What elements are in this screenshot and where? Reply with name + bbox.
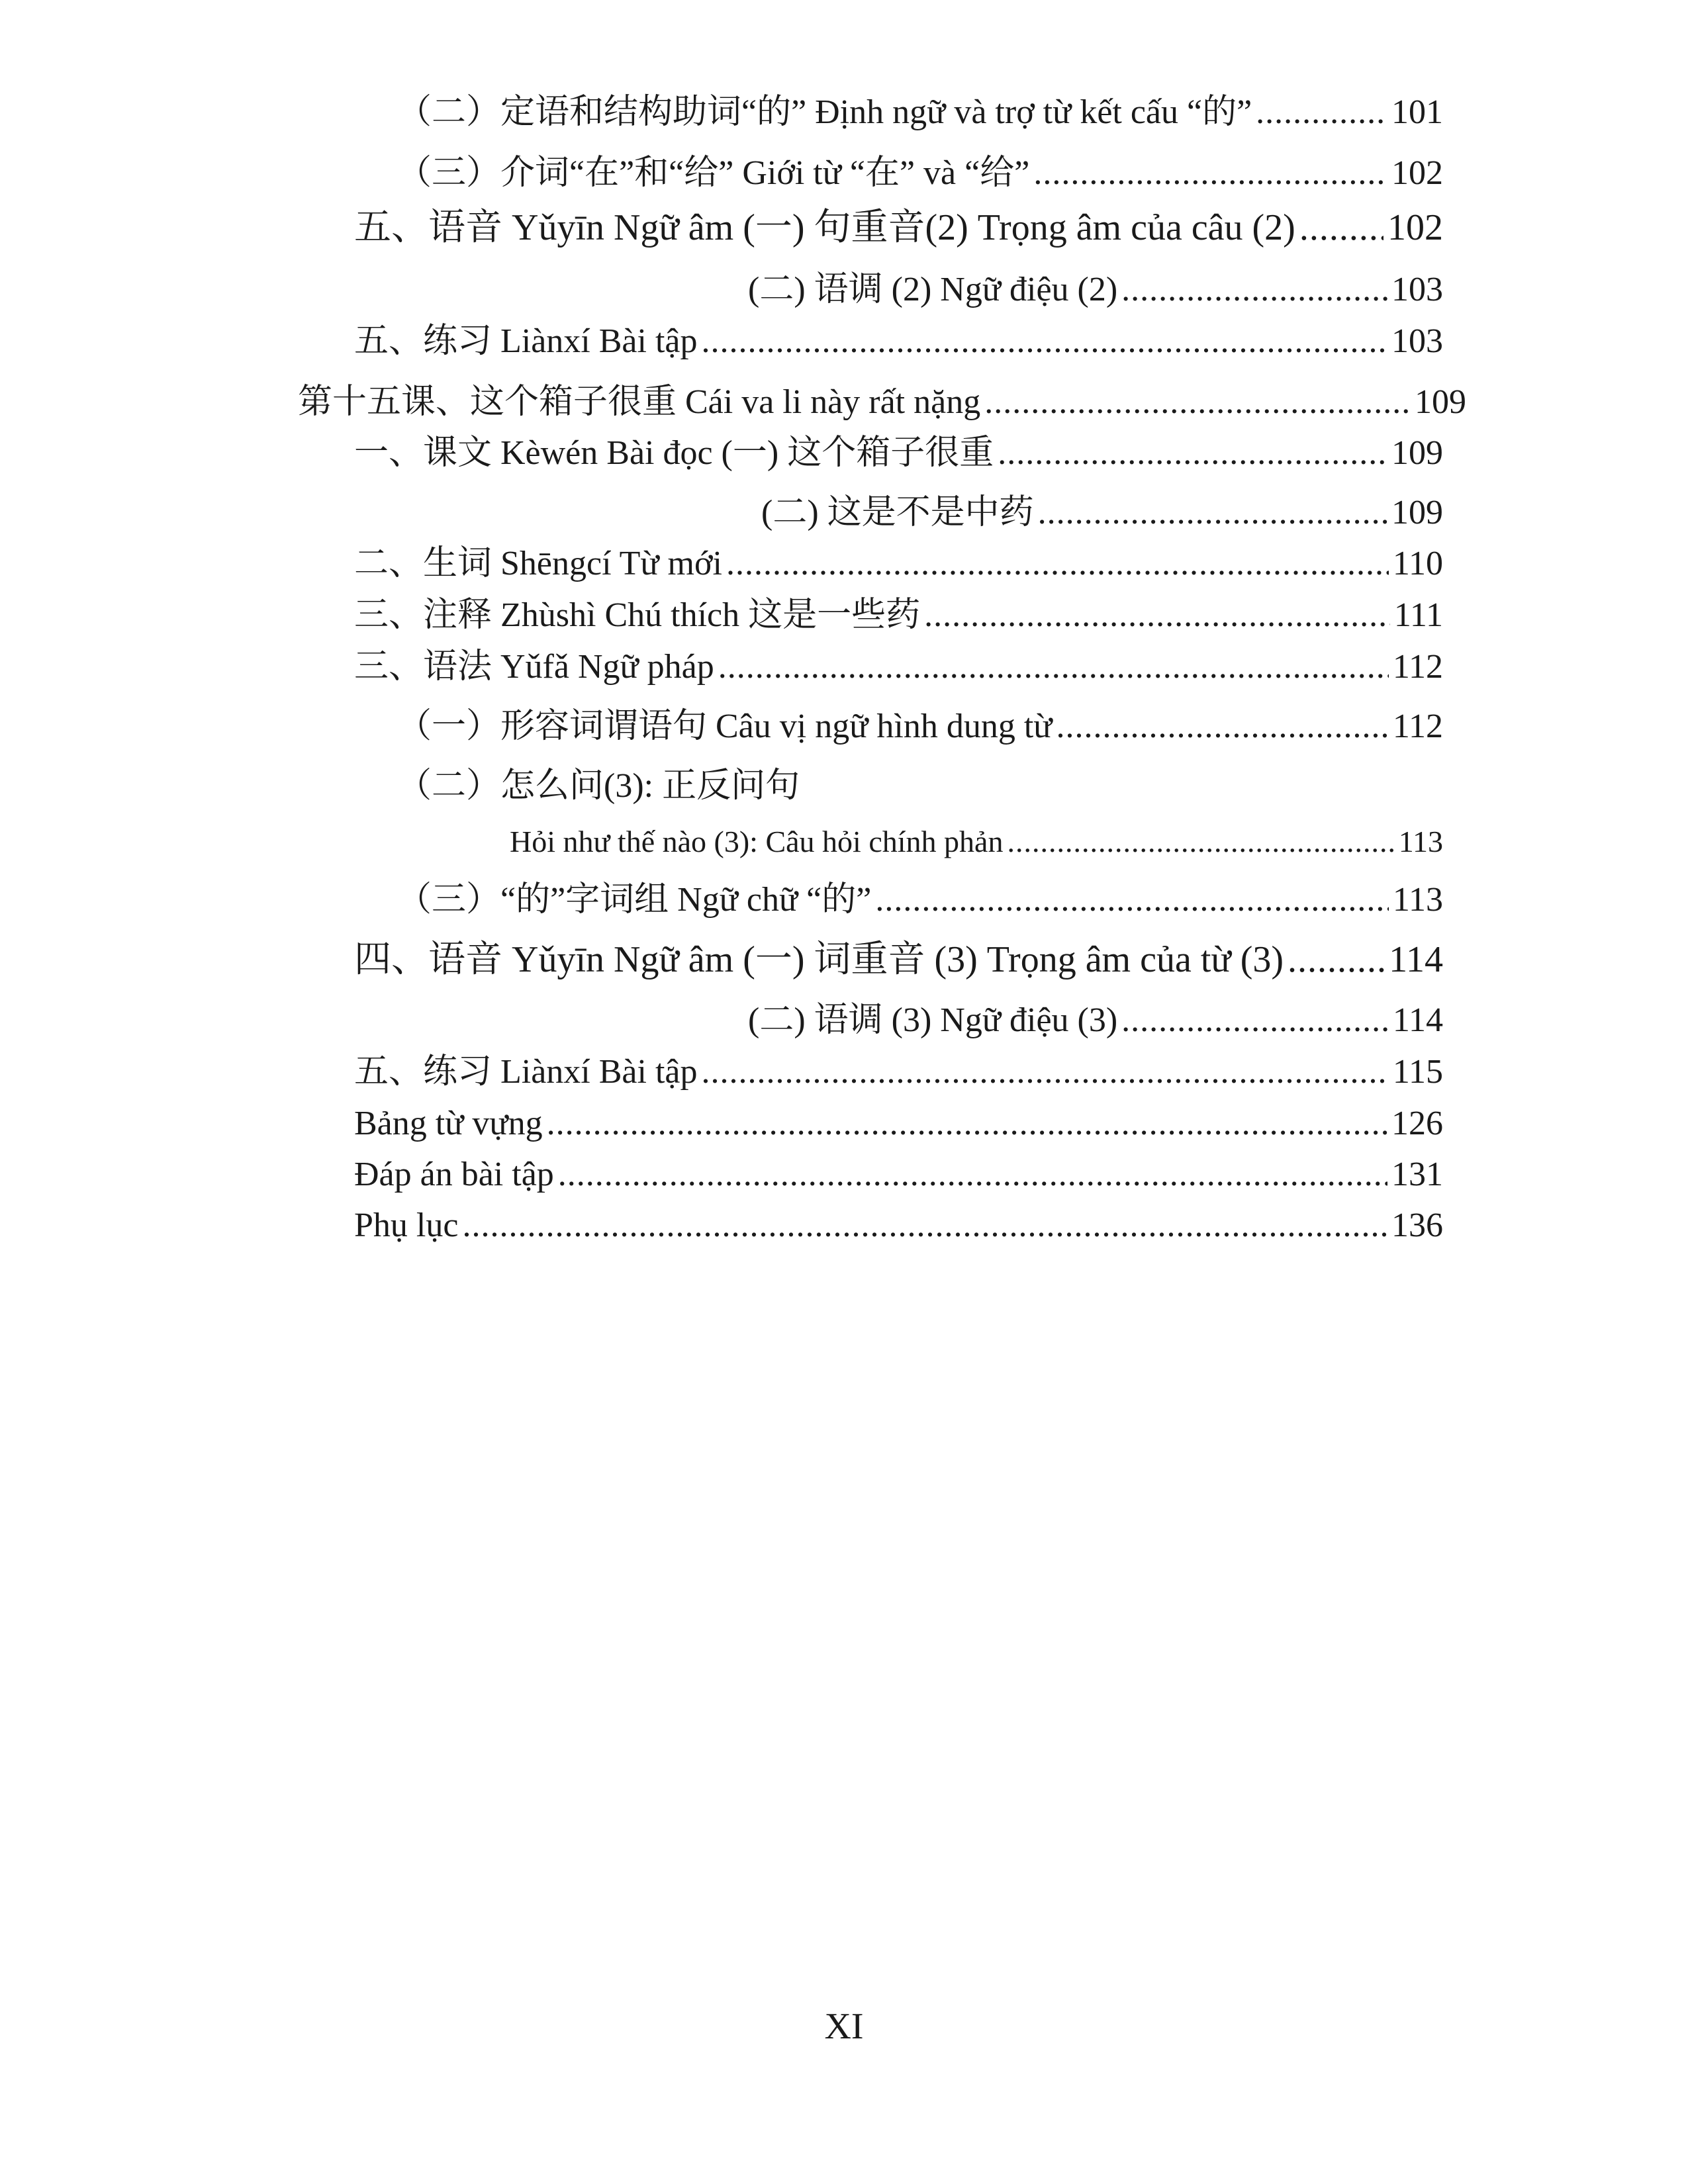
toc-entry — [761, 493, 1443, 533]
dot-leader — [1299, 206, 1383, 249]
toc-entry-page: 126 — [1391, 1105, 1443, 1142]
toc-entry — [397, 766, 1443, 806]
dot-leader — [924, 596, 1390, 635]
page-number: XI — [824, 2006, 864, 2047]
toc-entry — [397, 93, 1443, 132]
toc-entry — [354, 1104, 1443, 1144]
dot-leader — [1007, 825, 1394, 860]
toc-entry-page: 110 — [1392, 545, 1443, 582]
dot-leader — [558, 1155, 1387, 1195]
toc-entry — [354, 1206, 1443, 1246]
toc-entry — [397, 707, 1443, 747]
toc-entry-label: Đáp án bài tập — [354, 1156, 554, 1193]
toc-entry — [397, 154, 1443, 193]
dot-leader — [726, 544, 1389, 584]
toc-entry-page: 103 — [1391, 271, 1443, 308]
toc-entry — [397, 880, 1443, 920]
dot-leader — [1121, 1001, 1389, 1040]
toc-entry — [354, 544, 1443, 584]
toc-entry-label: (二) 这是不是中药 — [761, 494, 1034, 531]
toc-entry-page: 114 — [1389, 939, 1443, 980]
toc-entry-label: 五、语音 Yǔyīn Ngữ âm (一) 句重音(2) Trọng âm của câu (2) — [354, 207, 1295, 248]
toc-entry-page: 103 — [1391, 322, 1443, 360]
toc-entry-page: 101 — [1391, 93, 1443, 131]
toc-entry — [354, 1155, 1443, 1195]
toc-entry — [354, 322, 1443, 361]
toc-entry-label: Phụ lục — [354, 1206, 459, 1244]
toc-entry-label: 三、语法 Yǔfǎ Ngữ pháp — [354, 648, 714, 686]
toc-entry-label: (二) 语调 (2) Ngữ điệu (2) — [748, 271, 1118, 308]
toc-entry-page: 112 — [1392, 648, 1443, 686]
toc-entry-label: 第十五课、这个箱子很重 Cái va li này rất nặng — [298, 383, 981, 421]
toc-entry-label: (二) 语调 (3) Ngữ điệu (3) — [748, 1001, 1118, 1039]
dot-leader — [984, 383, 1411, 422]
dot-leader — [1038, 493, 1387, 533]
toc-entry-label: 一、课文 Kèwén Bài đọc (一) 这个箱子很重 — [354, 434, 994, 472]
toc-entry-label: （二）怎么问(3): 正反问句 — [397, 767, 800, 805]
toc-entry-label: 二、生词 Shēngcí Từ mới — [354, 545, 722, 582]
dot-leader — [1121, 270, 1387, 310]
dot-leader — [1256, 93, 1387, 132]
toc-entry — [748, 270, 1443, 310]
dot-leader — [1288, 938, 1385, 981]
toc-entry — [748, 1001, 1443, 1040]
toc-entry-page: 109 — [1391, 434, 1443, 472]
toc-entry-label: （三）“的”字词组 Ngữ chữ “的” — [397, 881, 872, 919]
toc-entry — [354, 647, 1443, 687]
dot-leader — [875, 880, 1389, 920]
toc-entry-page: 113 — [1398, 825, 1443, 858]
toc-entry — [354, 433, 1443, 473]
dot-leader — [1033, 154, 1387, 193]
toc-entry — [354, 596, 1443, 635]
toc-entry-label: Hỏi như thế nào (3): Câu hỏi chính phản — [510, 825, 1004, 858]
toc-entry-page: 136 — [1391, 1206, 1443, 1244]
dot-leader — [701, 1052, 1388, 1092]
toc-entry-page: 115 — [1392, 1053, 1443, 1091]
toc-entry-label: （二）定语和结构助词“的” Định ngữ và trợ từ kết cấu “的” — [397, 93, 1252, 131]
toc-entry-page: 131 — [1391, 1156, 1443, 1193]
toc-entry-label: 三、注释 Zhùshì Chú thích 这是一些药 — [354, 596, 921, 634]
dot-leader — [718, 647, 1389, 687]
toc-entry-label: （一）形容词谓语句 Câu vị ngữ hình dung từ — [397, 707, 1053, 745]
toc-entry-page: 111 — [1393, 596, 1443, 634]
toc-entry-label: 四、语音 Yǔyīn Ngữ âm (一) 词重音 (3) Trọng âm của từ (3) — [354, 939, 1284, 980]
dot-leader — [701, 322, 1387, 361]
toc-entry — [354, 938, 1443, 981]
toc-entry-label: 五、练习 Liànxí Bài tập — [354, 322, 698, 360]
dot-leader — [547, 1104, 1387, 1144]
toc-entry-page: 112 — [1392, 707, 1443, 745]
toc-entry-label: 五、练习 Liànxí Bài tập — [354, 1053, 698, 1091]
toc-entry-page: 102 — [1387, 207, 1443, 248]
toc-entry — [354, 1052, 1443, 1092]
toc-entry-page: 109 — [1391, 494, 1443, 531]
toc-entry — [354, 206, 1443, 249]
toc-entry — [298, 383, 1466, 422]
toc-entry-page: 102 — [1391, 154, 1443, 192]
toc-entry-label: Bảng từ vựng — [354, 1105, 543, 1142]
toc-entry-label: （三）介词“在”和“给” Giới từ “在” và “给” — [397, 154, 1030, 192]
toc-entry-page: 113 — [1392, 881, 1443, 919]
toc-entry-page: 114 — [1392, 1001, 1443, 1039]
dot-leader — [998, 433, 1387, 473]
toc-entry — [510, 825, 1443, 860]
toc-entry-page: 109 — [1415, 383, 1466, 421]
dot-leader — [1056, 707, 1388, 747]
dot-leader — [462, 1206, 1387, 1246]
